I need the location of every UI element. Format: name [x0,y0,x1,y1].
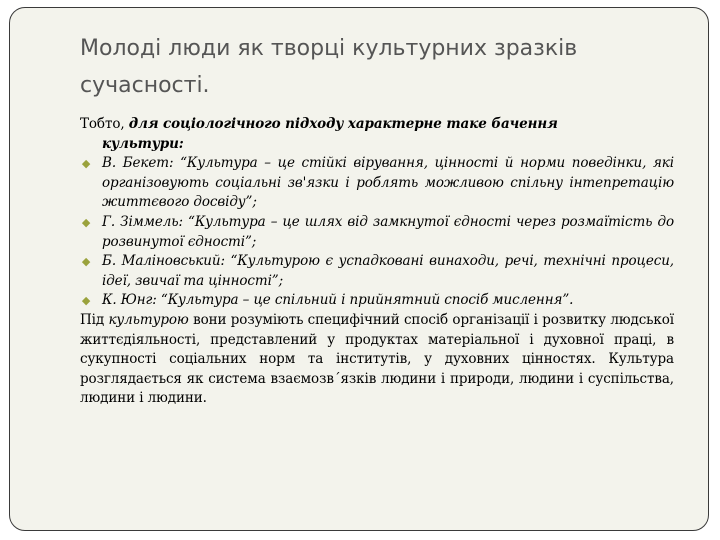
diamond-bullet-icon: ◆ [81,157,91,171]
quote-item-simmel [80,213,674,252]
diamond-bullet-icon: ◆ [81,255,91,269]
intro-lead: Тобто, [80,116,129,132]
conclusion-lead: Під [80,311,109,328]
conclusion-keyword: культурою [108,311,189,328]
intro-paragraph [80,115,674,135]
slide-body [80,115,674,409]
conclusion-text: вони розуміють специфічний спосіб організації і розвитку людської життєдіяльності, представлений у продуктах матеріальної і духовної праці, в сукупності соціальних норм та інститутів, у духовних цінностях. Культура розглядається як система взаємозв´язків людини і природи, людини і суспільства, людини і людини. [80,311,674,407]
intro-emphasis: для соціологічного підходу характерне таке бачення [128,116,558,132]
quote-text: К. Юнг: “Культура – це спільний і прийнятний спосіб мислення”. [102,292,574,309]
intro-emphasis-continued: культури: [102,135,184,152]
quote-text: Б. Маліновський: “Культурою є успадковані винаходи, речі, технічні процеси, ідеї, звичаї та цінності”; [102,253,674,289]
conclusion-paragraph [80,311,674,409]
diamond-bullet-icon: ◆ [81,294,91,308]
quote-item-jung [80,291,674,311]
quote-item-beket [80,154,674,213]
slide-title: Молоді люди як творці культурних зразків сучасності. [80,36,578,98]
diamond-bullet-icon: ◆ [81,215,91,229]
quote-text: В. Бекет: “Культура – це стійкі вірування, цінності й норми поведінки, які організовують соціальні зв'язки і роблять можливою спільну інтепретацію життєвого досвіду”; [102,155,674,211]
quote-item-malinowski [80,252,674,291]
intro-continuation [80,135,674,155]
quote-text: Г. Зіммель: “Культура – це шлях від замкнутої єдності через розмаїтість до розвинутої єдності”; [102,213,674,250]
